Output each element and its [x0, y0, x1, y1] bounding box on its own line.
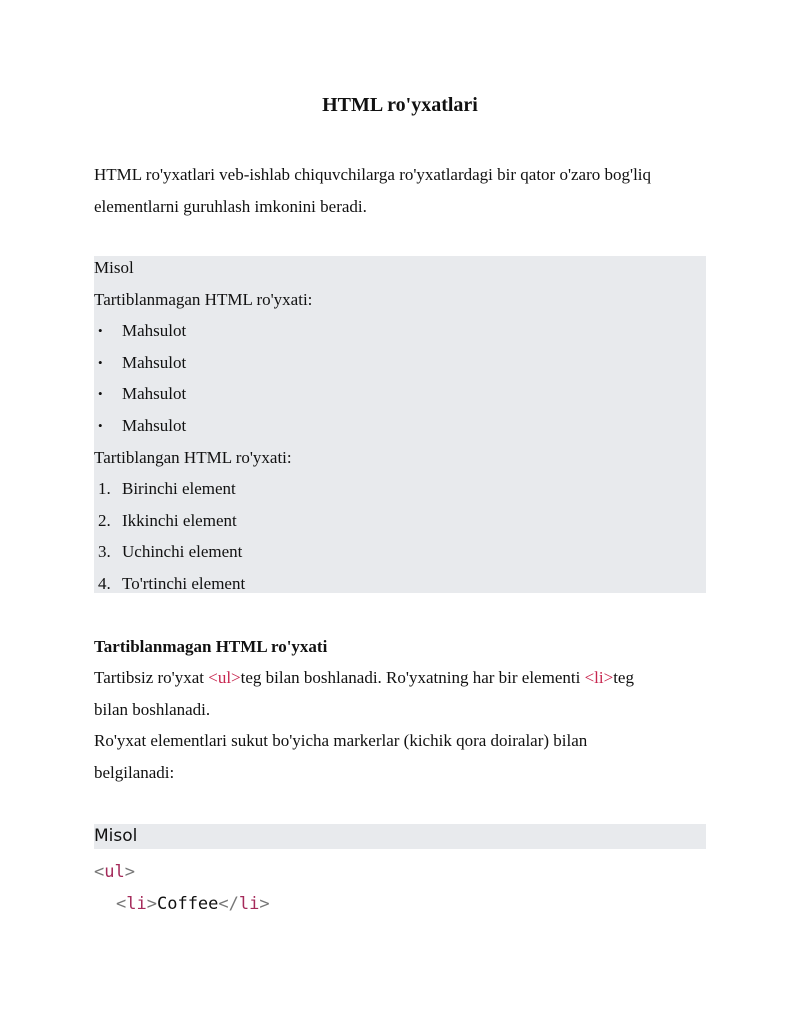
code-line-1: [94, 862, 135, 882]
tag-ul: <ul>: [208, 668, 241, 687]
ordered-list-label: Tartiblangan HTML ro'yxati:: [94, 448, 292, 467]
code-punct: </: [218, 894, 239, 914]
list-item: Uchinchi element: [122, 542, 243, 561]
unordered-list-label: Tartiblanmagan HTML ro'yxati:: [94, 290, 313, 309]
intro-line-1: HTML ro'yxatlari veb-ishlab chiquvchilarga ro'yxatlardagi bir qator o'zaro bog'liq: [94, 165, 652, 184]
list-item: To'rtinchi element: [122, 574, 246, 593]
code-punct: <: [94, 862, 105, 882]
code-tag: li: [126, 894, 147, 914]
list-number: 2.: [98, 511, 111, 530]
list-number: 3.: [98, 542, 111, 561]
bullet-marker: •: [98, 386, 103, 401]
example-label-2: Misol: [94, 826, 138, 846]
list-item: Ikkinchi element: [122, 511, 237, 530]
code-punct: >: [259, 894, 270, 914]
code-punct: >: [146, 894, 157, 914]
text-span: teg: [613, 668, 634, 687]
section-line-1: [94, 662, 706, 694]
section-heading: Tartiblanmagan HTML ro'yxati: [94, 637, 328, 656]
section-line-3: Ro'yxat elementlari sukut bo'yicha markerlar (kichik qora doiralar) bilan: [94, 731, 588, 750]
bullet-marker: •: [98, 323, 103, 338]
intro-line-2: elementlarni guruhlash imkonini beradi.: [94, 196, 367, 216]
code-tag: li: [238, 894, 260, 914]
list-number: 1.: [98, 479, 111, 498]
list-number: 4.: [98, 574, 111, 593]
bullet-marker: •: [98, 418, 103, 433]
example-box-2: [94, 824, 706, 849]
section-line-2: bilan boshlanadi.: [94, 699, 211, 719]
code-punct: <: [116, 894, 127, 914]
list-item: Mahsulot: [122, 384, 187, 403]
code-tag: ul: [104, 862, 125, 882]
text-span: teg bilan boshlanadi. Ro'yxatning har bir elementi: [240, 668, 585, 687]
text-span: Tartibsiz ro'yxat: [94, 668, 209, 687]
list-item: Mahsulot: [122, 416, 187, 435]
list-item: Mahsulot: [122, 321, 187, 340]
section-paragraph: [94, 662, 706, 788]
page-title: HTML ro'yxatlari: [322, 94, 478, 116]
tag-li: <li>: [584, 668, 614, 687]
example-label: Misol: [94, 258, 134, 277]
code-line-2: [116, 894, 270, 914]
section-line-4: belgilanadi:: [94, 762, 175, 782]
code-punct: >: [124, 862, 135, 882]
code-text: Coffee: [156, 894, 219, 914]
intro-paragraph: [94, 159, 706, 222]
list-item: Mahsulot: [122, 353, 187, 372]
bullet-marker: •: [98, 355, 103, 370]
list-item: Birinchi element: [122, 479, 236, 498]
